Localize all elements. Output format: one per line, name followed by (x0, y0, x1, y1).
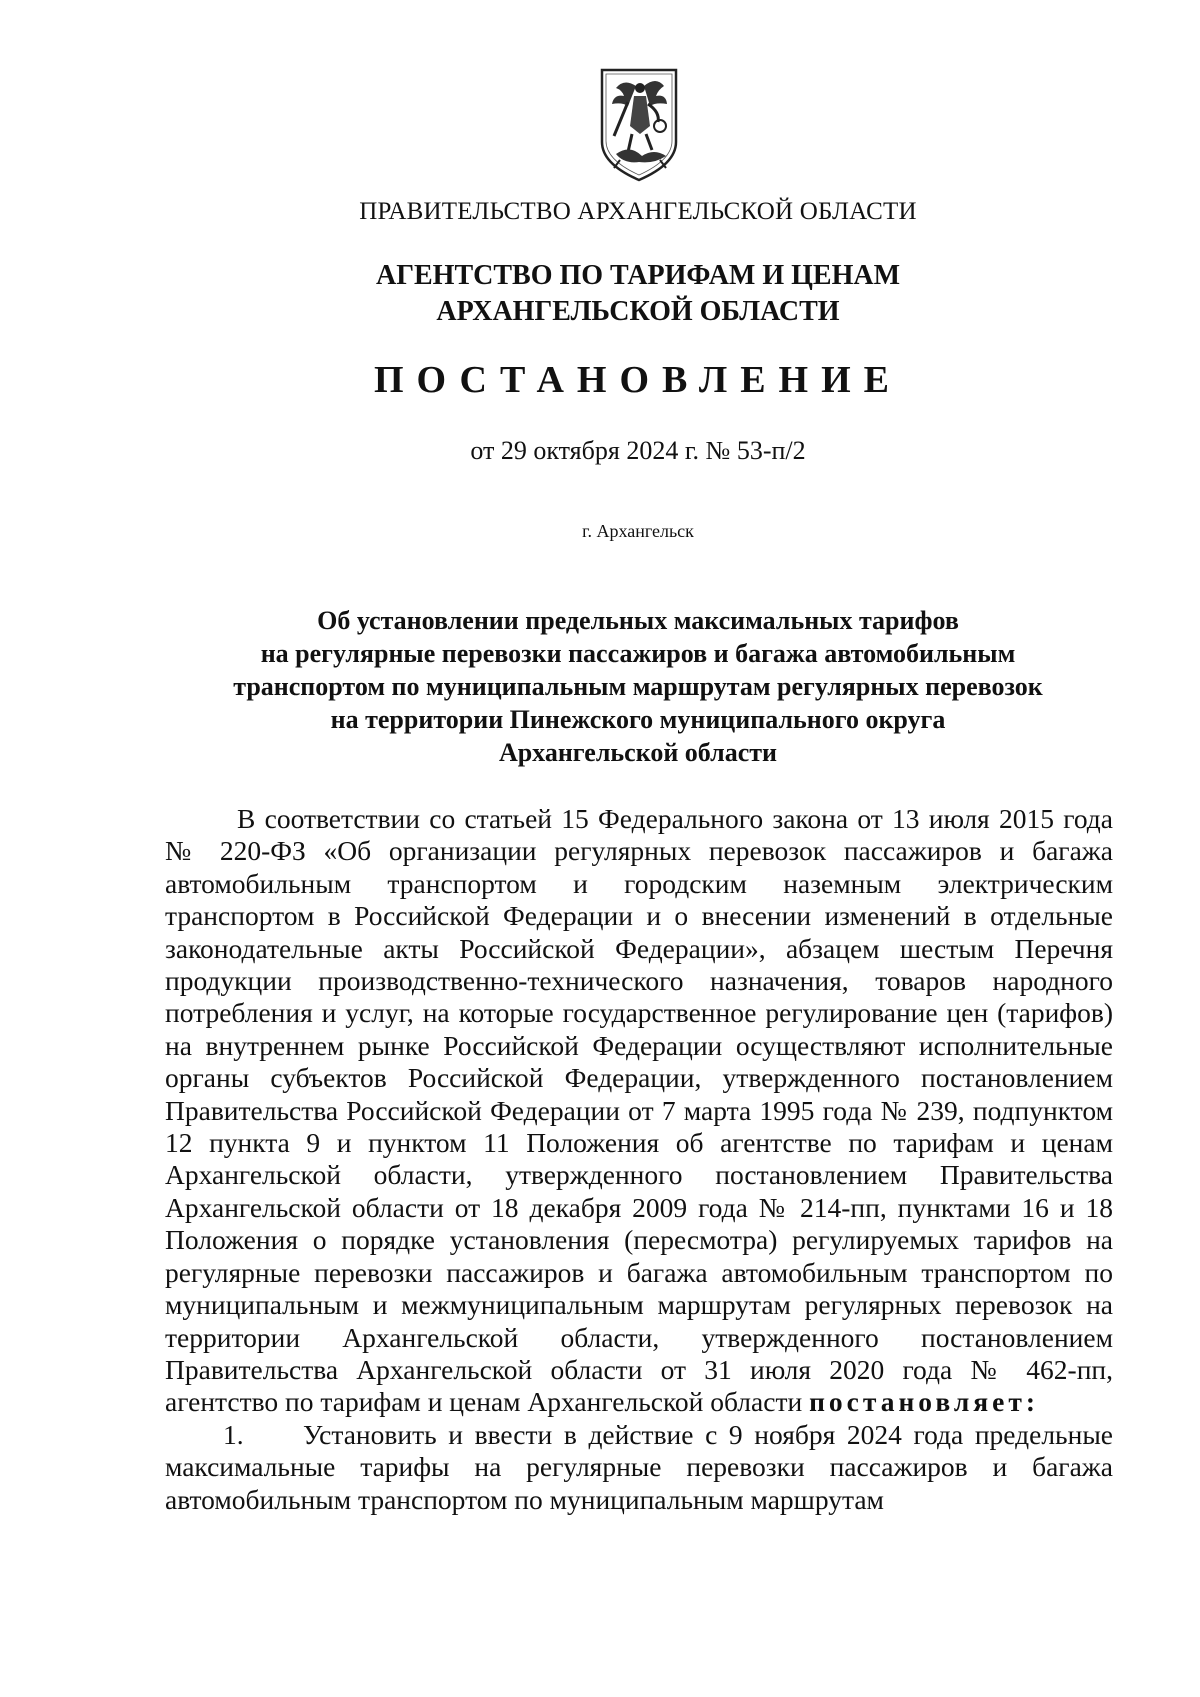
title-line: на регулярные перевозки пассажиров и багажа автомобильным (260, 639, 1016, 668)
agency-name (0, 258, 1200, 330)
preamble-paragraph (165, 803, 1113, 1419)
coat-of-arms-icon (594, 64, 684, 184)
document-body (165, 803, 1113, 1516)
title-line: на территории Пинежского муниципального округа (330, 705, 946, 734)
item-number: 1. (223, 1418, 244, 1450)
document-title (0, 604, 1200, 769)
item-text: Установить и ввести в действие с 9 ноября 2024 года предельные максимальные тарифы на регулярные перевозки пассажиров и багажа автомобильным транспортом по муниципальным маршрутам (165, 1418, 1113, 1515)
government-name: ПРАВИТЕЛЬСТВО АРХАНГЕЛЬСКОЙ ОБЛАСТИ (359, 198, 917, 225)
title-line: транспортом по муниципальным маршрутам регулярных перевозок (233, 672, 1043, 701)
agency-name-line: АРХАНГЕЛЬСКОЙ ОБЛАСТИ (436, 296, 840, 327)
title-line: Архангельской области (498, 738, 778, 767)
document-type: ПОСТАНОВЛЕНИЕ (373, 359, 903, 401)
resolves-word: постановляет: (809, 1386, 1040, 1418)
resolution-item (165, 1419, 1113, 1516)
title-line: Об установлении предельных максимальных тарифов (317, 606, 959, 635)
preamble-text: В соответствии со статьей 15 Федерального закона от 13 июля 2015 года № 220-ФЗ «Об организации регулярных перевозок пассажиров и багажа автомобильным транспортом и городским наземным электрическим транспортом в Российской Федерации и о внесении изменений в отдельные законодательные акты Российской Федерации», абзацем шестым Перечня продукции производственно-технического назначения, товаров народного потребления и услуг, на которые государственное регулирование цен (тарифов) на внутреннем рынке Российской Федерации осуществляют исполнительные органы субъектов Российской Федерации, утвержденного постановлением Правительства Российской Федерации от 7 марта 1995 года № 239, подпунктом 12 пункта 9 и пунктом 11 Положения об агентстве по тарифам и ценам Архангельской области, утвержденного постановлением Правительства Архангельской области от 18 декабря 2009 года № 214-пп, пунктами 16 и 18 Положения о порядке установления (пересмотра) регулируемых тарифов на регулярные перевозки пассажиров и багажа автомобильным транспортом по муниципальным и межмуниципальным маршрутам регулярных перевозок на территории Архангельской области, утвержденного постановлением Правительства Архангельской области от 31 июля 2020 года № 462-пп, агентство по тарифам и ценам Архангельской области (165, 803, 1113, 1418)
document-city: г. Архангельск (582, 521, 694, 541)
agency-name-line: АГЕНТСТВО ПО ТАРИФАМ И ЦЕНАМ (375, 260, 901, 291)
document-date-number: от 29 октября 2024 г. № 53-п/2 (470, 436, 806, 465)
